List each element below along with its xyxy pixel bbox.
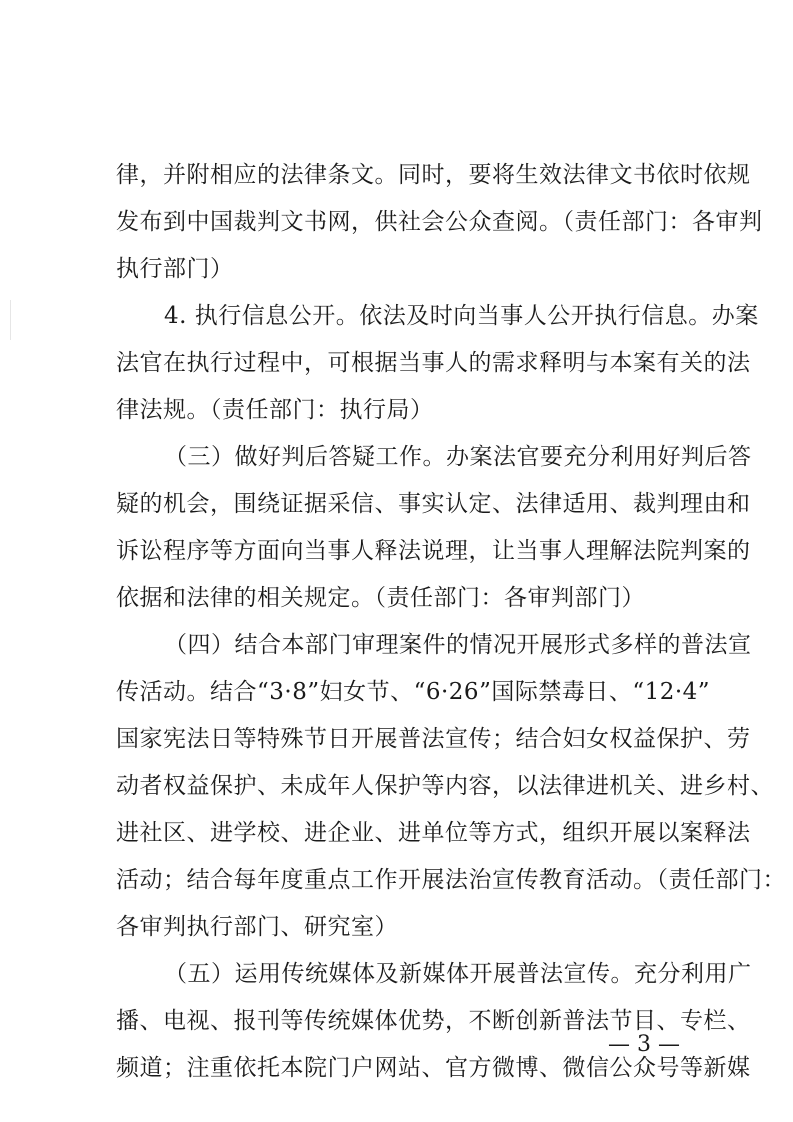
text-line: 传活动。结合“3·8”妇女节、“6·26”国际禁毒日、“12·4” — [116, 679, 711, 705]
text-line: 疑的机会，围绕证据采信、事实认定、法律适用、裁判理由和 — [116, 491, 751, 517]
text-line: 执行部门） — [116, 256, 234, 282]
text-line: 各审判执行部门、研究室） — [116, 914, 398, 940]
text-line: 国家宪法日等特殊节日开展普法宣传；结合妇女权益保护、劳 — [116, 726, 751, 752]
text-line: 进社区、进学校、进企业、进单位等方式，组织开展以案释法 — [116, 820, 751, 846]
text-line: 播、电视、报刊等传统媒体优势，不断创新普法节目、专栏、 — [116, 1008, 751, 1034]
text-line: 动者权益保护、未成年人保护等内容，以法律进机关、进乡村、 — [116, 773, 774, 799]
text-line: 发布到中国裁判文书网，供社会公众查阅。（责任部门：各审判 — [116, 209, 763, 235]
page-number: — 3 — — [608, 1032, 680, 1057]
scan-artifact — [10, 300, 11, 340]
text-line: 法官在执行过程中，可根据当事人的需求释明与本案有关的法 — [116, 350, 751, 376]
text-line: 律法规。（责任部门：执行局） — [116, 397, 434, 423]
text-line: 律，并附相应的法律条文。同时，要将生效法律文书依时依规 — [116, 162, 751, 188]
text-line: 依据和法律的相关规定。（责任部门：各审判部门） — [116, 585, 645, 611]
text-line: 诉讼程序等方面向当事人释法说理，让当事人理解法院判案的 — [116, 538, 751, 564]
text-line: （五）运用传统媒体及新媒体开展普法宣传。充分利用广 — [164, 961, 752, 987]
text-line: （三）做好判后答疑工作。办案法官要充分利用好判后答 — [164, 444, 752, 470]
text-line: （四）结合本部门审理案件的情况开展形式多样的普法宣 — [164, 632, 752, 658]
text-line: 4. 执行信息公开。依法及时向当事人公开执行信息。办案 — [164, 303, 759, 329]
text-line: 频道；注重依托本院门户网站、官方微博、微信公众号等新媒 — [116, 1055, 751, 1081]
text-line: 活动；结合每年度重点工作开展法治宣传教育活动。（责任部门： — [116, 867, 786, 893]
